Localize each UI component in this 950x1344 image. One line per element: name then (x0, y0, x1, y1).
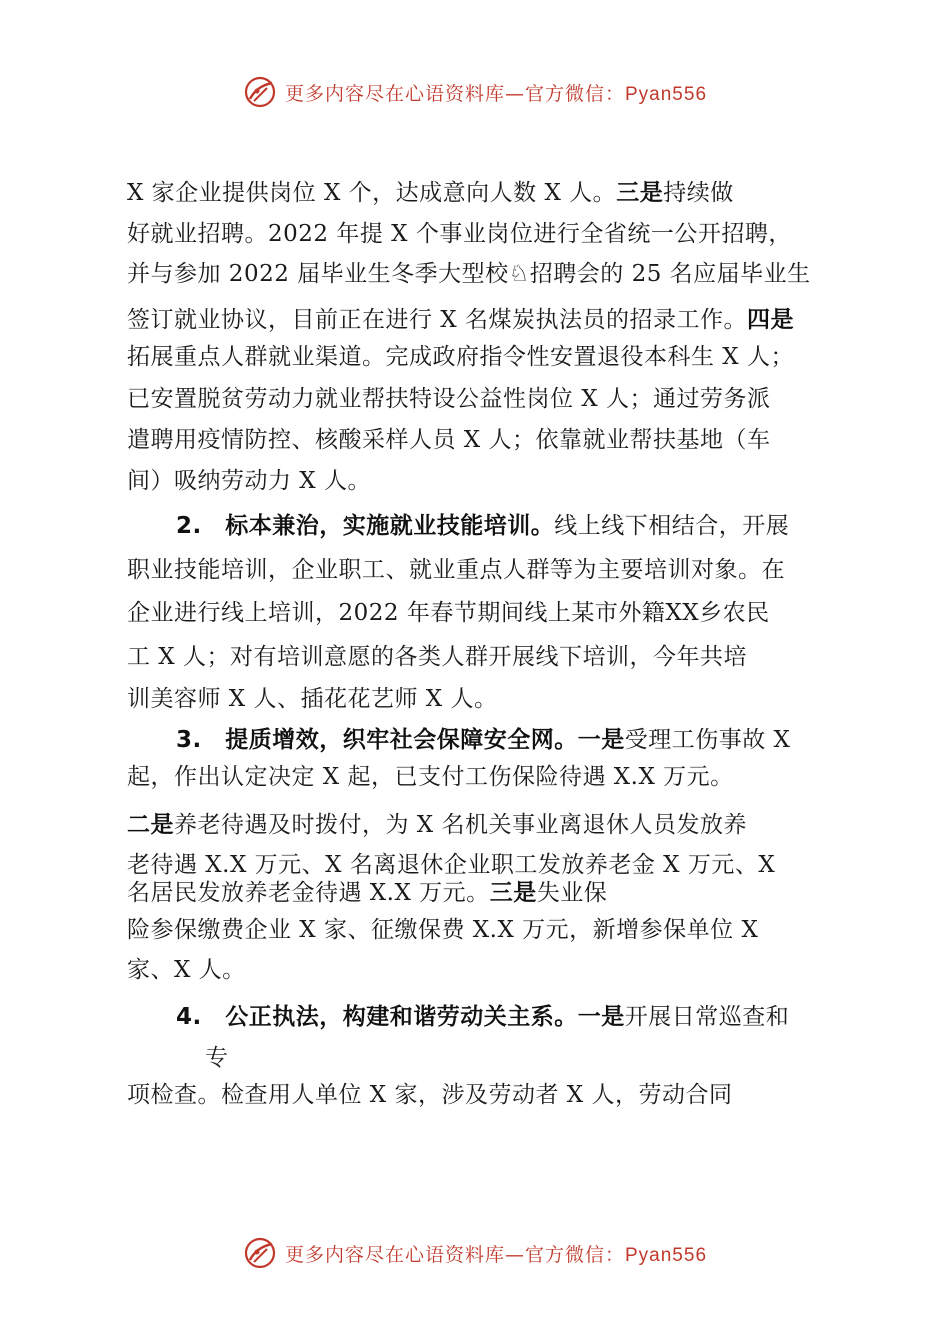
section-heading: 2. 标本兼治，实施就业技能培训。 (176, 513, 555, 539)
text-line: 二是养老待遇及时拨付，为 X 名机关事业离退休人员发放养 (127, 812, 747, 838)
text-line: 老待遇 X.X 万元、X 名离退休企业职工发放养老金 X 万元、X (127, 852, 776, 878)
section-heading-line: 2. 标本兼治，实施就业技能培训。线上线下相结合，开展 (176, 513, 790, 539)
section-heading-line: 4. 公正执法，构建和谐劳动关主系。一是开展日常巡查和 (176, 1004, 790, 1030)
watermark-text: 更多内容尽在心语资料库—官方微信：Pyan556 (284, 1243, 708, 1266)
text-line: 拓展重点人群就业渠道。完成政府指令性安置退役本科生 X 人； (127, 344, 794, 370)
text-line: 家、X 人。 (127, 957, 246, 983)
text-line: 间）吸纳劳动力 X 人。 (127, 468, 371, 494)
text-line: 名居民发放养老金待遇 X.X 万元。三是失业保 (127, 880, 608, 906)
text-line: 专 (205, 1045, 229, 1071)
watermark-banner-bottom (0, 1233, 950, 1273)
section-heading: 4. 公正执法，构建和谐劳动关主系。 (176, 1004, 578, 1030)
watermark-text: 更多内容尽在心语资料库—官方微信：Pyan556 (284, 82, 708, 105)
text-line: 职业技能培训，企业职工、就业重点人群等为主要培训对象。在 (127, 557, 785, 583)
text-line: 训美容师 X 人、插花花艺师 X 人。 (127, 686, 498, 712)
text-line: 企业进行线上培训，2022 年春节期间线上某市外籍XX乡农民 (127, 600, 770, 626)
watermark-banner-top (0, 72, 950, 112)
section-heading-line: 3. 提质增效，织牢社会保障安全网。一是受理工伤事故 X (176, 727, 791, 753)
text-line: 好就业招聘。2022 年提 X 个事业岗位进行全省统一公开招聘， (127, 221, 792, 247)
section-heading: 3. 提质增效，织牢社会保障安全网。 (176, 727, 578, 753)
text-line: 工 X 人；对有培训意愿的各类人群开展线下培训，今年共培 (127, 644, 747, 670)
seal-logo-icon (243, 75, 277, 109)
text-line: 遣聘用疫情防控、核酸采样人员 X 人；依靠就业帮扶基地（车 (127, 427, 771, 453)
text-line: 已安置脱贫劳动力就业帮扶特设公益性岗位 X 人；通过劳务派 (127, 386, 771, 412)
text-line: 险参保缴费企业 X 家、征缴保费 X.X 万元，新增参保单位 X (127, 917, 759, 943)
text-line: 签订就业协议，目前正在进行 X 名煤炭执法员的招录工作。四是 (127, 307, 794, 333)
text-line: 起，作出认定决定 X 起，已支付工伤保险待遇 X.X 万元。 (127, 764, 734, 790)
text-line: X 家企业提供岗位 X 个，达成意向人数 X 人。三是持续做 (127, 180, 734, 206)
seal-logo-icon (243, 1236, 277, 1270)
text-line: 项检查。检查用人单位 X 家，涉及劳动者 X 人，劳动合同 (127, 1082, 733, 1108)
text-line: 并与参加 2022 届毕业生冬季大型校♘招聘会的 25 名应届毕业生 (127, 261, 811, 287)
